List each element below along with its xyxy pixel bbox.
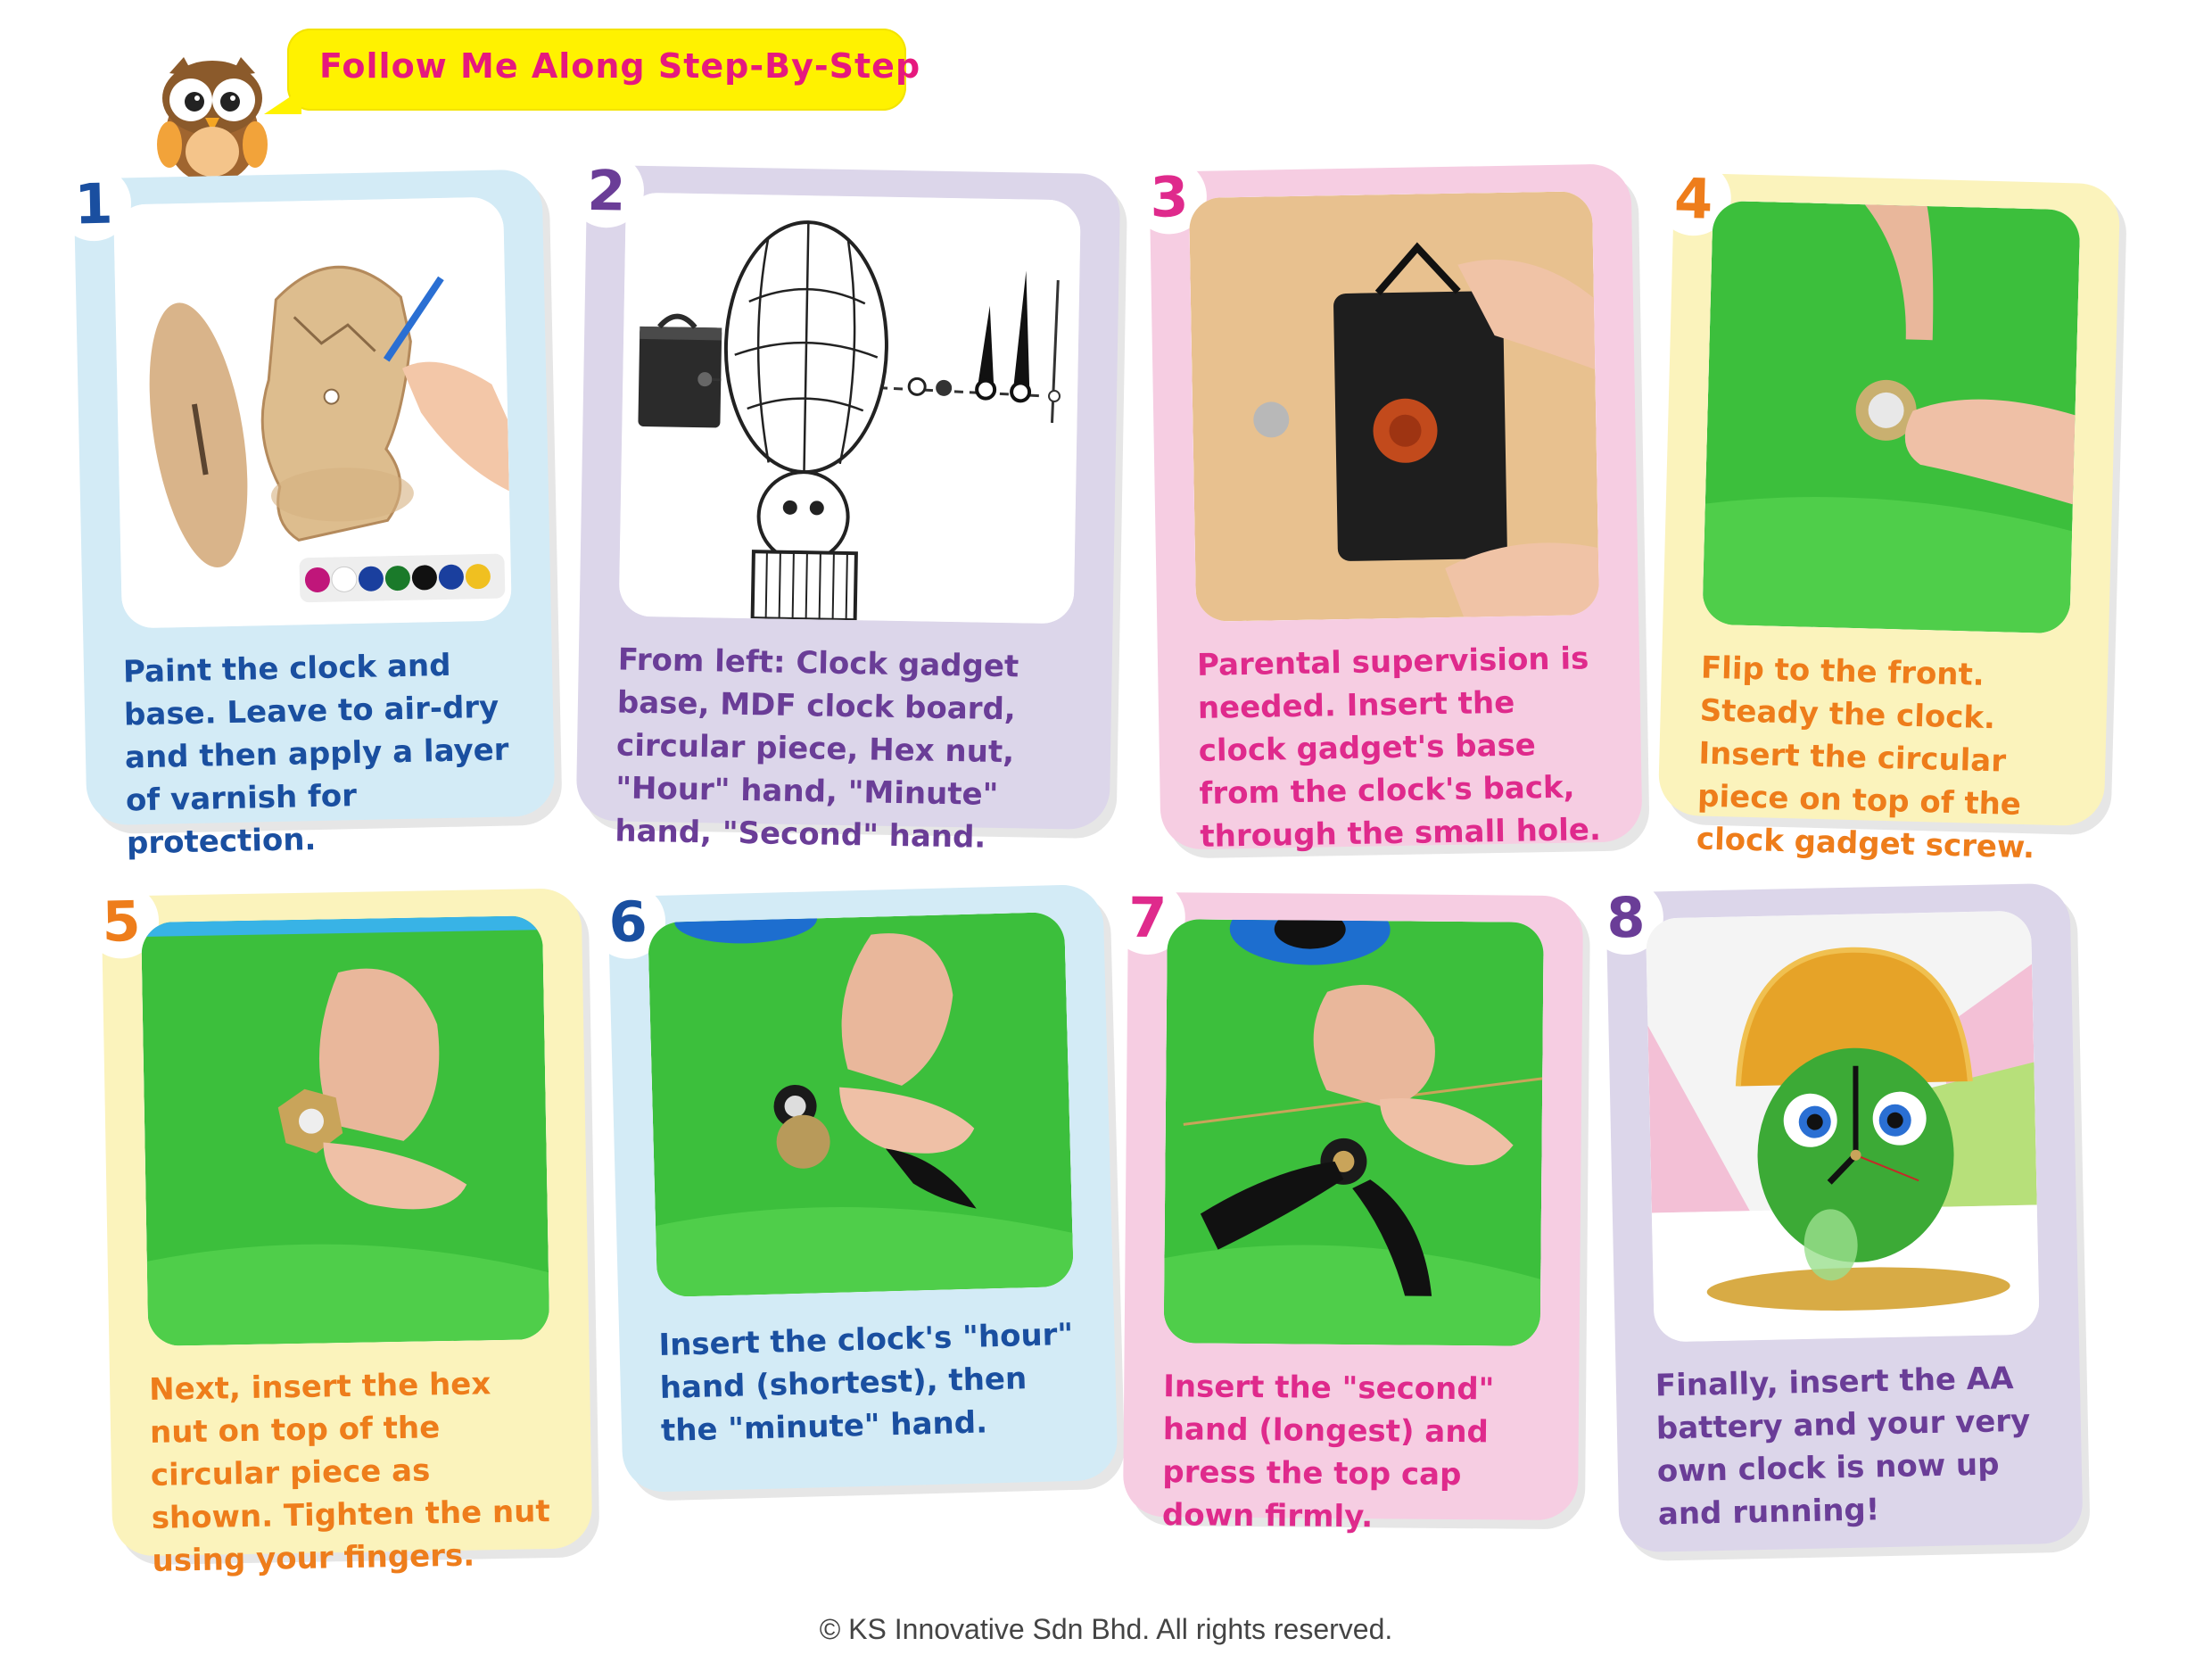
step-card-5 xyxy=(101,888,593,1579)
step-number: 2 xyxy=(568,152,644,228)
step-image-hour-minute-hands xyxy=(648,912,1074,1297)
step-description: Next, insert the hex nut on top of the circular piece as shown. Tighten the nut using your fingers. xyxy=(148,1366,550,1579)
step-image-circular-piece xyxy=(1702,201,2080,634)
step-card-4 xyxy=(1658,165,2121,866)
copyright-text: © KS Innovative Sdn Bhd. All rights reserved. xyxy=(819,1613,1393,1645)
step-card-2 xyxy=(576,157,1121,856)
step-number: 7 xyxy=(1110,880,1185,956)
step-image-clock-parts xyxy=(619,193,1081,625)
step-number: 4 xyxy=(1655,160,1732,236)
step-card-7 xyxy=(1123,884,1583,1535)
step-number: 8 xyxy=(1588,879,1664,956)
step-number: 5 xyxy=(83,883,159,959)
step-card-6 xyxy=(607,884,1118,1493)
step-description: Flip to the front. Steady the clock. Insert the circular piece on top of the clock gadget screw. xyxy=(1696,649,2035,866)
step-description: Finally, insert the AA battery and your very own clock is now up and running! xyxy=(1655,1361,2031,1533)
step-card-1 xyxy=(73,170,555,862)
step-image-finished-clock xyxy=(1646,911,2040,1343)
step-image-hex-nut xyxy=(141,915,549,1346)
step-card-3 xyxy=(1149,163,1642,855)
owl-mascot-icon xyxy=(150,52,275,186)
header-speech-bubble xyxy=(287,29,921,111)
step-description: Insert the "second" hand (longest) and press the top cap down firmly. xyxy=(1161,1369,1495,1535)
page-title: Follow Me Along Step-By-Step xyxy=(319,46,921,86)
step-description: Paint the clock and base. Leave to air-dry and then apply a layer of varnish for protection. xyxy=(122,647,509,862)
step-description: From left: Clock gadget base, MDF clock board, circular piece, Hex nut, "Hour" hand, "Minute" hand, "Second" hand. xyxy=(615,641,1019,856)
step-number: 3 xyxy=(1131,159,1207,235)
step-description: Parental supervision is needed. Insert the clock gadget's base from the clock's back, through the small hole. xyxy=(1196,641,1602,855)
step-description: Insert the clock's "hour" hand (shortest), then the "minute" hand. xyxy=(658,1316,1074,1450)
step-image-insert-gadget xyxy=(1189,191,1599,622)
step-number: 6 xyxy=(590,883,666,960)
step-number: 1 xyxy=(55,165,132,242)
step-image-second-hand xyxy=(1164,919,1544,1346)
step-image-paint-clock xyxy=(113,196,512,628)
step-card-8 xyxy=(1605,883,2083,1553)
